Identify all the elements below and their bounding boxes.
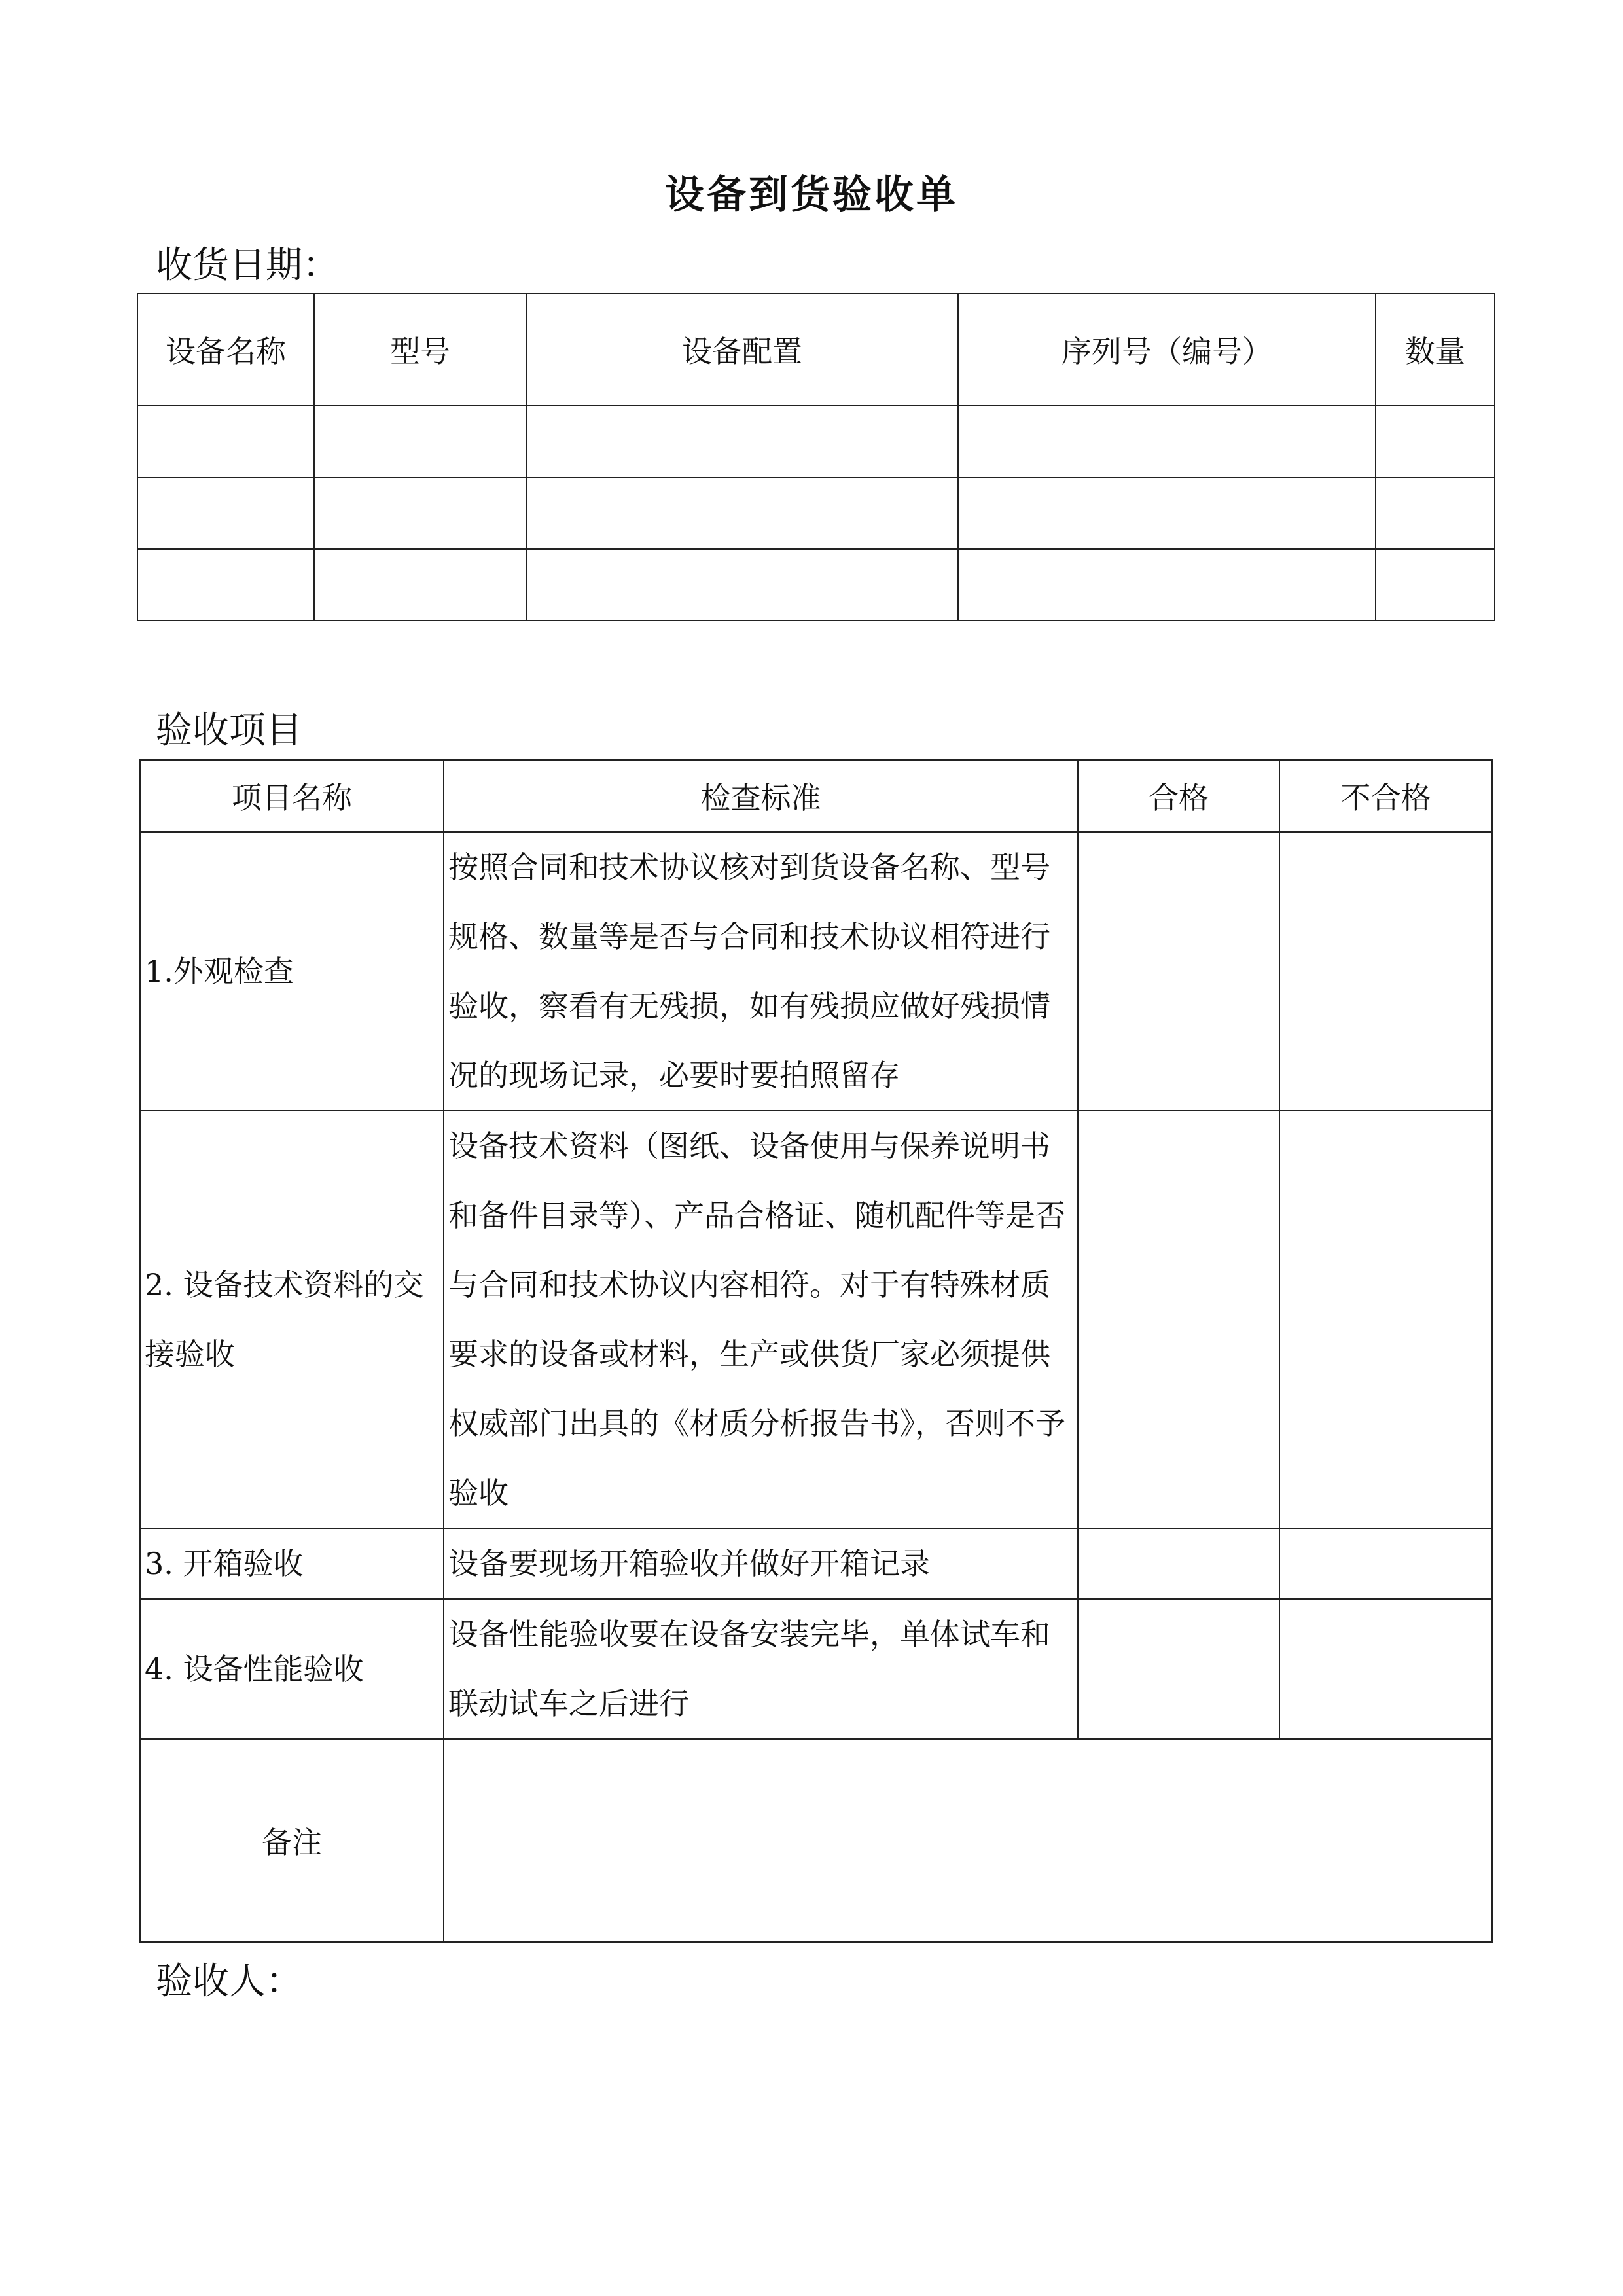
- table-row: [137, 478, 1495, 549]
- table-row: [140, 1528, 1492, 1599]
- fail-cell[interactable]: [1279, 832, 1492, 1111]
- item-standard: 按照合同和技术协议核对到货设备名称、型号规格、数量等是否与合同和技术协议相符进行验收，察看有无残损，如有残损应做好残损情况的现场记录，必要时要拍照留存: [444, 832, 1078, 1111]
- page-title: 设备到货验收单: [665, 172, 958, 218]
- model-cell[interactable]: [314, 478, 526, 549]
- configuration-cell[interactable]: [526, 478, 958, 549]
- header-fail: 不合格: [1279, 760, 1492, 832]
- item-name: 4. 设备性能验收: [140, 1599, 444, 1739]
- quantity-cell[interactable]: [1376, 549, 1495, 620]
- pass-cell[interactable]: [1078, 1111, 1279, 1528]
- remarks-label: 备注: [140, 1739, 444, 1942]
- item-standard: 设备技术资料（图纸、设备使用与保养说明书和备件目录等）、产品合格证、随机配件等是否与合同和技术协议内容相符。对于有特殊材质要求的设备或材料，生产或供货厂家必须提供权威部门出具的《材质分析报告书》，否则不予验收: [444, 1111, 1078, 1528]
- header-pass: 合格: [1078, 760, 1279, 832]
- table-row: [140, 1111, 1492, 1528]
- equipment-name-cell[interactable]: [137, 478, 314, 549]
- fail-cell[interactable]: [1279, 1599, 1492, 1739]
- table-row: [140, 832, 1492, 1111]
- equipment-table: [137, 293, 1495, 621]
- fail-cell[interactable]: [1279, 1528, 1492, 1599]
- model-cell[interactable]: [314, 406, 526, 478]
- configuration-cell[interactable]: [526, 406, 958, 478]
- item-name: 2. 设备技术资料的交接验收: [140, 1111, 444, 1528]
- header-equipment-name: 设备名称: [137, 293, 314, 406]
- table-row: [140, 1599, 1492, 1739]
- configuration-cell[interactable]: [526, 549, 958, 620]
- remarks-row: [140, 1739, 1492, 1942]
- item-name: 1.外观检查: [140, 832, 444, 1111]
- remarks-field[interactable]: [444, 1739, 1492, 1942]
- equipment-name-cell[interactable]: [137, 406, 314, 478]
- pass-cell[interactable]: [1078, 1528, 1279, 1599]
- equipment-name-cell[interactable]: [137, 549, 314, 620]
- header-model: 型号: [314, 293, 526, 406]
- serial-number-cell[interactable]: [958, 549, 1376, 620]
- header-configuration: 设备配置: [526, 293, 958, 406]
- table-row: [137, 549, 1495, 620]
- inspection-items-label: 验收项目: [156, 709, 302, 752]
- quantity-cell[interactable]: [1376, 478, 1495, 549]
- pass-cell[interactable]: [1078, 832, 1279, 1111]
- item-standard: 设备性能验收要在设备安装完毕，单体试车和联动试车之后进行: [444, 1599, 1078, 1739]
- model-cell[interactable]: [314, 549, 526, 620]
- header-standard: 检查标准: [444, 760, 1078, 832]
- fail-cell[interactable]: [1279, 1111, 1492, 1528]
- header-quantity: 数量: [1376, 293, 1495, 406]
- header-item-name: 项目名称: [140, 760, 444, 832]
- pass-cell[interactable]: [1078, 1599, 1279, 1739]
- item-standard: 设备要现场开箱验收并做好开箱记录: [444, 1528, 1078, 1599]
- item-name: 3. 开箱验收: [140, 1528, 444, 1599]
- table-row: [137, 406, 1495, 478]
- inspection-table: [139, 759, 1493, 1943]
- quantity-cell[interactable]: [1376, 406, 1495, 478]
- serial-number-cell[interactable]: [958, 406, 1376, 478]
- equipment-header-row: [137, 293, 1495, 406]
- header-serial-number: 序列号（编号）: [958, 293, 1376, 406]
- inspection-header-row: [140, 760, 1492, 832]
- receipt-date-label: 收货日期：: [156, 244, 339, 287]
- inspector-label: 验收人：: [156, 1960, 302, 2003]
- serial-number-cell[interactable]: [958, 478, 1376, 549]
